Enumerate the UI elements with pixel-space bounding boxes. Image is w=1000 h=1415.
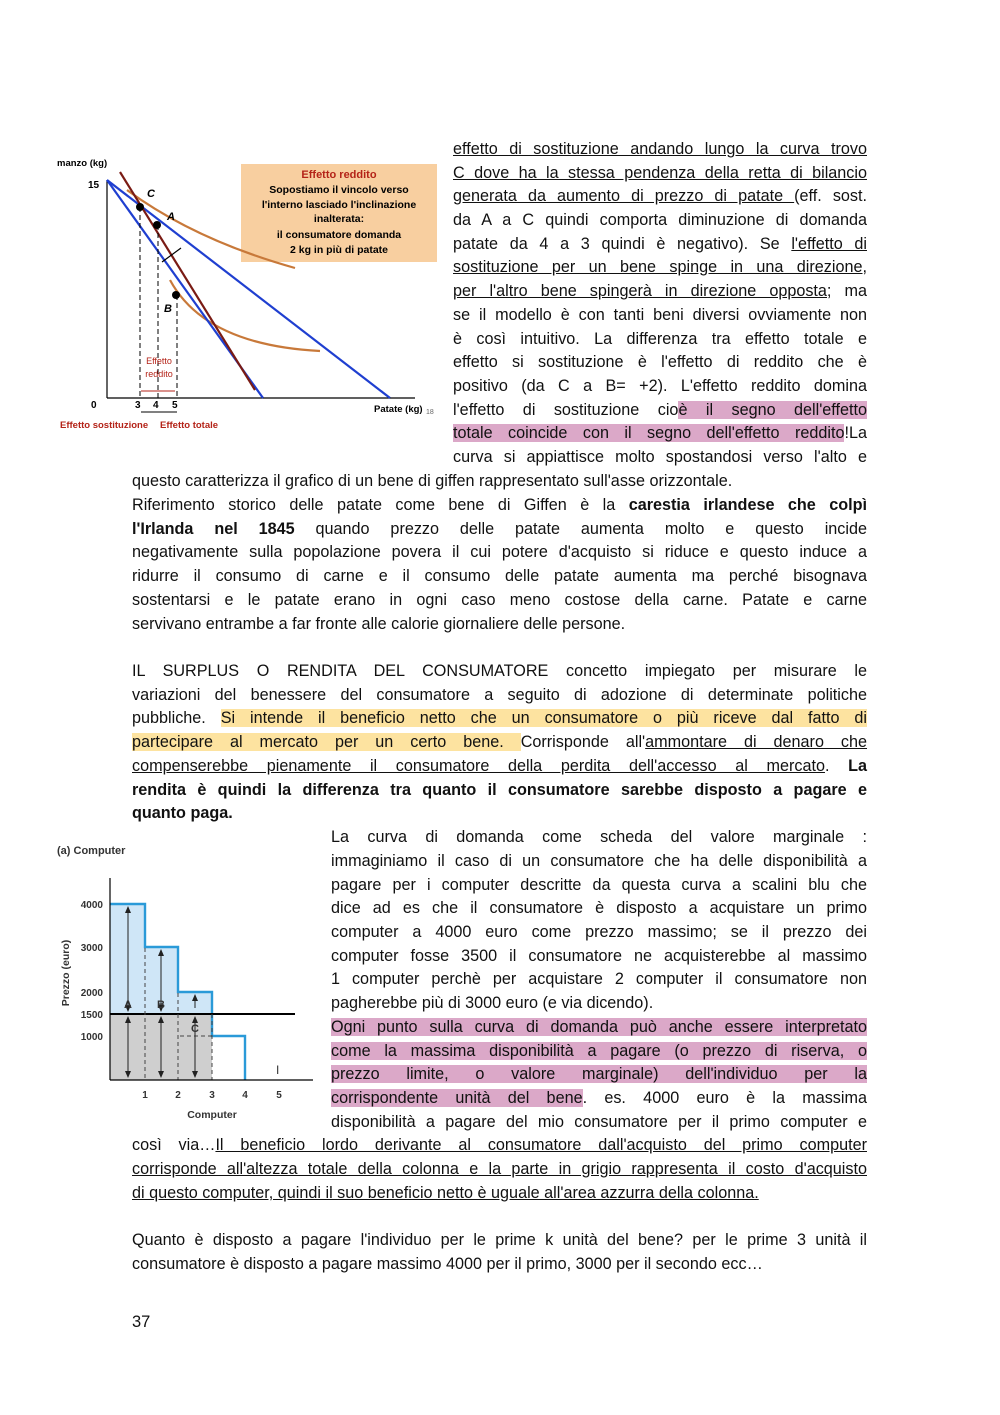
text-line: ridurre il consumo di carne e il consumo delle patate aumenta ma perché bisognava	[132, 567, 867, 585]
x-tick: 3	[209, 1090, 215, 1101]
text-line: C dove ha la stessa pendenza della retta di bilancio	[453, 164, 867, 182]
x-tick: 5	[172, 400, 178, 411]
demand-staircase-figure	[55, 838, 325, 1128]
text-line: servivano entrambe a far fronte alle calorie giornaliere delle persone.	[132, 615, 626, 633]
text-line: variazioni del benessere del consumatore a seguito di adozione di determinate politiche	[132, 686, 867, 704]
origin-label: 0	[91, 400, 97, 411]
text-line: l'effetto di sostituzione cioè il segno dell'effetto	[453, 401, 867, 419]
text-line: computer a 4000 euro come prezzo massimo; se il prezzo dei	[331, 923, 867, 941]
text-line: pubbliche. Si intende il beneficio netto che un consumatore o più riceve dal fatto di	[132, 709, 867, 727]
text-line: Ogni punto sulla curva di domanda può anche essere interpretato	[331, 1018, 867, 1036]
text-line: 1 computer perchè per acquistare 2 computer il consumatore non	[331, 970, 867, 988]
tick-15: 15	[88, 180, 100, 191]
superscript: 18	[426, 409, 434, 416]
text-line: compenserebbe pienamente il consumatore della perdita dell'accesso al mercato. La	[132, 757, 868, 775]
section-heading-line: IL SURPLUS O RENDITA DEL CONSUMATORE concetto impiegato per misurare le	[132, 662, 867, 680]
text-line: Riferimento storico delle patate come bene di Giffen è la carestia irlandese che colpì	[132, 496, 867, 514]
box-line: 2 kg in più di patate	[289, 244, 389, 256]
x-tick: 2	[175, 1090, 181, 1101]
x-tick: 5	[276, 1090, 282, 1101]
text-line: prezzo limite, o valore marginale) dell'individuo per la	[331, 1065, 867, 1083]
text-line: dice ad es che il consumatore è disposto a acquistare un primo	[331, 899, 867, 917]
text-line: rendita è quindi la differenza tra quanto il consumatore sarebbe disposto a pagare e	[132, 781, 867, 799]
box-line: il consumatore domanda	[276, 229, 402, 241]
label-b: B	[164, 303, 172, 315]
text-line: consumatore è disposto a pagare massimo 4000 per il primo, 3000 per il secondo ecc…	[132, 1255, 763, 1273]
text-line: generata da aumento di prezzo di patate (eff. sost.	[453, 187, 867, 205]
substitution-effect-label: Effetto sostituzione	[60, 420, 149, 431]
y-tick: 4000	[80, 900, 103, 911]
text-line: quanto paga.	[132, 804, 233, 822]
area-label-a: A	[124, 999, 132, 1011]
text-line: corrisponde all'altezza totale della colonna e la parte in grigio rappresenta il costo d'acquisto	[132, 1160, 867, 1178]
y-tick: 1000	[80, 1032, 103, 1043]
x-tick: 4	[153, 400, 159, 411]
text-line: effetto di sostituzione andando lungo la curva trovo	[453, 140, 867, 158]
area-label-c: C	[191, 1023, 199, 1035]
x-axis-label: Patate (kg)	[374, 404, 423, 415]
x-tick: 3	[135, 400, 141, 411]
text-line: così via…Il beneficio lordo derivante al consumatore dall'acquisto del primo computer	[132, 1136, 867, 1154]
text-line: La curva di domanda come scheda del valore marginale :	[331, 828, 867, 846]
text-line: questo caratterizza il grafico di un bene di giffen rappresentato sull'asse orizzontale.	[132, 472, 733, 490]
y-tick: 1500	[80, 1010, 103, 1021]
point-c	[136, 203, 144, 211]
x-tick: 4	[242, 1090, 248, 1101]
point-a	[153, 221, 161, 229]
box-line: inalterata:	[313, 213, 365, 225]
text-line: pagherebbe più di 3000 euro (e via dicendo).	[331, 994, 654, 1012]
income-effect-figure	[55, 150, 445, 440]
y-tick: 2000	[80, 988, 103, 999]
text-line: disponibilità a pagare del mio consumatore per il primo computer e	[331, 1113, 867, 1131]
text-line: positivo (da C a B= +2). L'effetto reddito domina	[453, 377, 867, 395]
demand-label: I	[276, 1063, 280, 1077]
y-axis-label: Prezzo (euro)	[60, 939, 72, 1007]
text-line: effetto si sostituzione è l'effetto di reddito che è	[453, 353, 867, 371]
text-line: patate da 4 a 3 quindi è negativo). Se l'effetto di	[453, 235, 867, 253]
text-line: immaginiamo il caso di un consumatore che ha delle disponibilità a	[331, 852, 867, 870]
text-line: come la massima disponibilità a pagare (o prezzo di riserva, o	[331, 1042, 867, 1060]
text-line: computer fosse 3500 il consumatore ne acquisterebbe al massimo	[331, 947, 867, 965]
area-label-b: B	[157, 999, 165, 1011]
text-line: da A a C quindi comporta diminuzione di domanda	[453, 211, 867, 229]
label-c: C	[147, 188, 155, 200]
y-axis-label: manzo (kg)	[57, 158, 108, 169]
label-a: A	[167, 211, 175, 223]
box-line: Sopostiamo il vincolo verso	[269, 184, 409, 196]
text-line: è così intuitivo. La differenza tra effetto totale e	[453, 330, 867, 348]
text-line: sostentarsi e le patate erano in ogni caso meno costose della carne. Patate e carne	[132, 591, 867, 609]
point-b	[172, 291, 180, 299]
text-line: l'Irlanda nel 1845 quando prezzo delle patate aumenta molto e questo incide	[132, 520, 867, 538]
text-line: per l'altro bene spingerà in direzione opposta; ma	[453, 282, 867, 300]
text-line: Quanto è disposto a pagare l'individuo per le prime k unità del bene? per le prime 3 unità il	[132, 1231, 867, 1249]
box-title: Effetto reddito	[301, 169, 377, 181]
text-line: curva si appiattisce molto spostandosi verso l'alto e	[453, 448, 867, 466]
text-line: pagare per i computer descritte da questa curva a scalini blu che	[331, 876, 867, 894]
text-line: corrispondente unità del bene. es. 4000 euro è la massima	[331, 1089, 867, 1107]
text-line: se il modello è con tanti beni diversi ovviamente non	[453, 306, 867, 324]
box-line: l'interno lasciado l'inclinazione	[261, 199, 417, 211]
shift-arrow	[162, 248, 181, 262]
figure-title: (a) Computer	[57, 845, 126, 857]
x-tick: 1	[142, 1090, 148, 1101]
text-line: di questo computer, quindi il suo beneficio netto è uguale all'area azzurra della colonna.	[132, 1184, 759, 1202]
page-number: 37	[132, 1313, 151, 1331]
income-effect-label: Effetto	[146, 356, 172, 366]
text-line: sostituzione per un bene spinge in una direzione,	[453, 258, 867, 276]
text-line: partecipare al mercato per un certo bene. Corrisponde all'ammontare di denaro che	[132, 733, 868, 751]
text-line: negativamente sulla popolazione povera il cui potere d'acquisto si riduce e questo induce a	[132, 543, 867, 561]
total-effect-label: Effetto totale	[160, 420, 219, 431]
y-tick: 3000	[80, 943, 103, 954]
x-axis-label: Computer	[187, 1109, 237, 1121]
income-effect-label: reddito	[145, 369, 173, 379]
text-line: totale coincide con il segno dell'effetto reddito!La	[453, 424, 867, 442]
